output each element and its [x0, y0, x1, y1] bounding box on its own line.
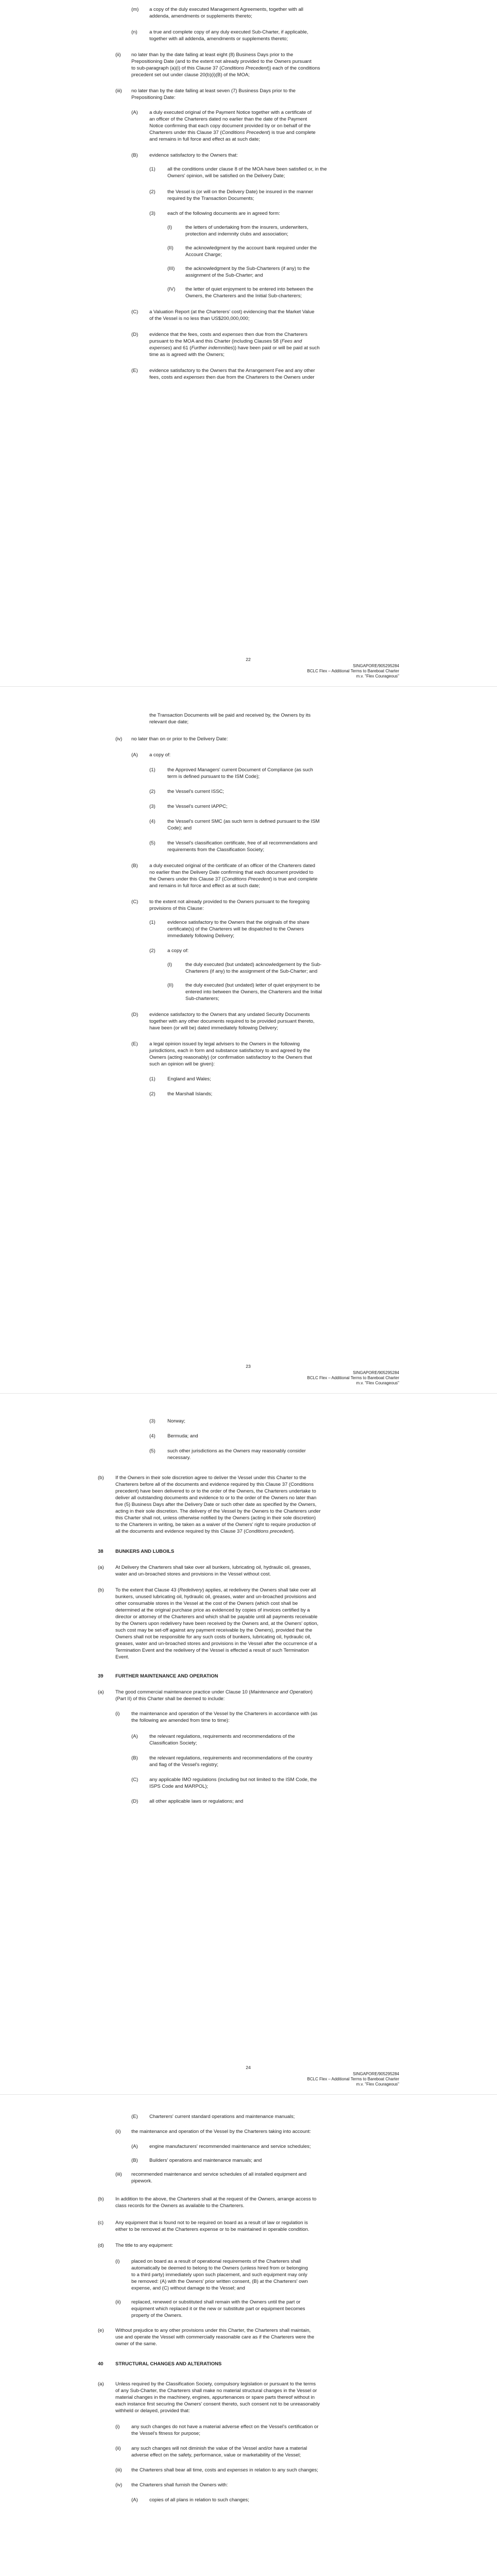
- text-line: all the documents and evidence required by this Clause 37 (Conditions precedent).: [115, 1529, 295, 1534]
- text-line: and remains in full force and effect as at such date;: [149, 883, 260, 889]
- text-line: the relevant regulations, requirements and recommendations of the country: [149, 1755, 313, 1761]
- text-line: to sub-paragraph (a)(i) of this Clause 37 (Conditions Precedent)) each of the conditions: [131, 65, 320, 71]
- item-label: (b): [98, 1587, 104, 1593]
- text-line: determined at the original purchase price as evidenced by copies of invoices certified by a: [115, 1607, 310, 1613]
- text-line: a true and complete copy of any duly executed Sub-Charter, if applicable,: [149, 29, 309, 35]
- item-label: (D): [131, 332, 139, 337]
- text-line: by the Owners upon redelivery have been received by the Owners and, at the Owners' option,: [115, 1621, 319, 1626]
- text-line: and remains in full force and effect as at such date;: [149, 137, 260, 142]
- text-line: evidence that the fees, costs and expenses then due from the Charterers: [149, 332, 307, 337]
- text-line: pipework.: [131, 2178, 152, 2184]
- text-line: the letters of undertaking from the insurers, underwriters,: [185, 225, 309, 230]
- item-label: (A): [131, 110, 138, 115]
- text-line: the letter of quiet enjoyment to be entered into between the: [185, 286, 314, 292]
- clause-heading: FURTHER MAINTENANCE AND OPERATION: [115, 1673, 218, 1679]
- text-line: automatically be deemed to belong to the Owners (unless hired from or belonging: [131, 2265, 308, 2271]
- item-label: (1): [149, 1076, 156, 1082]
- clause-heading: STRUCTURAL CHANGES AND ALTERATIONS: [115, 2361, 222, 2367]
- text-line: the Transaction Documents will be paid and received by, the Owners by its: [149, 713, 311, 718]
- text-line: Builders' operations and maintenance manuals; and: [149, 2158, 262, 2163]
- clause-number: 38: [98, 1549, 104, 1554]
- text-line: to the Charterers in writing, be taken as a waiver of the Owners' right to require production of: [115, 1522, 316, 1528]
- page-number: 22: [246, 657, 251, 662]
- text-line: the Charterers shall furnish the Owners with:: [131, 2482, 228, 2488]
- item-label: (iv): [115, 736, 123, 742]
- item-label: (2): [149, 948, 156, 954]
- text-line: the relevant regulations, requirements and recommendations of the: [149, 1734, 295, 1739]
- item-label: (E): [131, 2114, 138, 2120]
- text-line: a copy of:: [167, 948, 189, 954]
- text-line: evidence satisfactory to the Owners that any undated Security Documents: [149, 1012, 310, 1018]
- text-line: withheld or delayed, provided that:: [115, 2408, 190, 2414]
- text-line: precedent set out under clause 20(b)(i)(B) of the MOA;: [131, 72, 250, 78]
- text-line: protection and indemnity clubs and association;: [185, 231, 288, 237]
- item-label: (1): [149, 166, 156, 172]
- text-line: Owners shall not be responsible for any such costs of bunkers, lubricating oil, hydraulic oil,: [115, 1634, 312, 1640]
- text-line: all other applicable laws or regulations; and: [149, 1799, 244, 1804]
- text-line: the maintenance and operation of the Vessel by the Charterers in accordance with (as: [131, 1711, 318, 1717]
- text-line: and flag of the Vessel's registry;: [149, 1762, 218, 1768]
- text-line: a copy of:: [149, 752, 171, 758]
- text-line: England and Wales;: [167, 1076, 211, 1082]
- text-line: director or attorney of the Charterers and which shall be payable until all payments receivable: [115, 1614, 318, 1620]
- item-label: (2): [149, 1091, 156, 1097]
- item-label: (2): [149, 189, 156, 195]
- page-number: 23: [246, 1364, 251, 1369]
- text-line: Notice confirming that each copy document provided by or on behalf of the: [149, 123, 311, 129]
- text-line: (Part II) of this Charter shall be deemed to include:: [115, 1696, 225, 1702]
- item-label: (B): [131, 2158, 138, 2163]
- item-label: (b): [98, 1475, 104, 1481]
- item-label: (ii): [115, 2446, 121, 2451]
- text-line: replaced, renewed or substituted shall remain with the Owners until the part or: [131, 2299, 301, 2305]
- text-line: entered into between the Owners, the Charterers and the Initial: [185, 989, 322, 995]
- text-line: placed on board as a result of operational requirements of the Charterers shall: [131, 2259, 301, 2264]
- text-line: Owners, the Charterers and the Initial Sub-charterers;: [185, 293, 302, 299]
- text-line: ISPS Code and MARPOL);: [149, 1784, 209, 1789]
- item-label: (II): [167, 982, 174, 988]
- text-line: the Marshall Islands;: [167, 1091, 213, 1097]
- text-line: Charterers before all of the documents and evidence required by this Clause 37 (Conditions: [115, 1482, 314, 1487]
- item-label: (iv): [115, 2482, 123, 2488]
- text-line: Prepositioning Date (and to the extent not already provided to the Owners pursuant: [131, 59, 312, 64]
- text-line: The title to any equipment:: [115, 2243, 173, 2248]
- footer-line: SINGAPORE/905295284: [353, 664, 399, 668]
- text-line: Prepositioning Date:: [131, 95, 176, 100]
- text-line: recommended maintenance and service schedules of all installed equipment and: [131, 2172, 307, 2177]
- text-line: jurisdictions, each in form and substance satisfactory to and agreed by the: [149, 1048, 311, 1054]
- text-line: water and un-broached stores and provisions in the Vessel without cost.: [115, 1571, 271, 1577]
- item-label: (4): [149, 819, 156, 824]
- text-line: certificate(s) of the Charterers will be dispatched to the Owners: [167, 926, 304, 932]
- text-line: such other jurisdictions as the Owners may reasonably consider: [167, 1448, 306, 1454]
- text-line: together with any other documents required to be provided pursuant thereto,: [149, 1019, 315, 1024]
- item-label: (3): [149, 1418, 156, 1424]
- item-label: (A): [131, 1734, 138, 1739]
- text-line: each instance first securing the Owners' consent thereto, such consent not to be unreasonably: [115, 2401, 320, 2407]
- text-line: expenses) and 61 (Further indemnities)) have been paid or will be paid at such: [149, 345, 320, 351]
- item-label: (a): [98, 2381, 104, 2387]
- text-line: material changes in the machinery, engines, appurtenances or spare parts thereof without in: [115, 2395, 315, 2400]
- text-line: Norway;: [167, 1418, 185, 1424]
- text-line: the acknowledgment by the Sub-Charterers (if any) to the: [185, 266, 310, 272]
- text-line: this Charter shall not, unless otherwise notified by the Owners (acting in their sole discretion): [115, 1515, 316, 1521]
- text-line: pursuant to the MOA and this Charter (including Clauses 58 (Fees and: [149, 338, 302, 344]
- text-line: necessary.: [167, 1455, 191, 1461]
- item-label: (ii): [115, 2129, 121, 2134]
- item-label: (2): [149, 789, 156, 794]
- clause-number: 40: [98, 2361, 104, 2367]
- footer-line: m.v. "Flex Courageous": [356, 2082, 399, 2087]
- item-label: (II): [167, 245, 174, 251]
- text-line: no later than by the date falling at least seven (7) Business Days prior to the: [131, 88, 296, 94]
- footer-line: BCLC Flex – Additional Terms to Bareboat Charter: [307, 1376, 399, 1380]
- footer-line: BCLC Flex – Additional Terms to Bareboat Charter: [307, 669, 399, 673]
- item-label: (I): [167, 225, 172, 230]
- text-line: together with all addenda, amendments or supplements thereto;: [149, 36, 288, 42]
- item-label: (i): [115, 1711, 120, 1717]
- text-line: each of the following documents are in agreed form:: [167, 211, 280, 216]
- text-line: copies of all plans in relation to such changes;: [149, 2497, 249, 2503]
- text-line: either to be removed at the Charterers expense or to be maintained in operable condition.: [115, 2227, 310, 2232]
- item-label: (1): [149, 920, 156, 925]
- text-line: owner of the same.: [115, 2341, 157, 2347]
- text-line: a Valuation Report (at the Charterers' cost) evidencing that the Market Value: [149, 309, 315, 315]
- item-label: (3): [149, 804, 156, 809]
- text-line: the Charterers shall bear all time, costs and expenses in relation to any such changes;: [131, 2467, 318, 2473]
- text-line: to the extent not already provided to the Owners pursuant to the foregoing: [149, 899, 310, 905]
- text-line: a legal opinion issued by legal advisers to the Owners in the following: [149, 1041, 300, 1047]
- text-line: greases, water and un-broached stores and provisions in the Vessel after the occurrence of a: [115, 1641, 317, 1647]
- text-line: such cost may be set-off against any payment receivable by the Owners), provided that the: [115, 1628, 313, 1633]
- item-label: (a): [98, 1689, 104, 1695]
- text-line: Code); and: [167, 825, 192, 831]
- footer-line: m.v. "Flex Courageous": [356, 1381, 399, 1385]
- text-line: required by the Transaction Documents;: [167, 196, 254, 201]
- footer-line: m.v. "Flex Courageous": [356, 674, 399, 679]
- text-line: the following are amended from time to time):: [131, 1718, 230, 1723]
- text-line: relevant due date;: [149, 719, 189, 725]
- text-line: Sub-charterers;: [185, 996, 219, 1002]
- text-line: immediately following Delivery;: [167, 933, 234, 939]
- text-line: expense, and (C) without damage to the Vessel; and: [131, 2285, 245, 2291]
- text-line: engine manufacturers' recommended maintenance and service schedules;: [149, 2144, 311, 2149]
- text-line: requirements from the Classification Society;: [167, 847, 264, 853]
- text-line: The good commercial maintenance practice under Clause 10 (Maintenance and Operation): [115, 1689, 313, 1695]
- item-label: (a): [98, 1565, 104, 1570]
- item-label: (A): [131, 2497, 138, 2503]
- item-label: (1): [149, 767, 156, 773]
- text-line: any such changes do not have a material adverse effect on the Vessel's certification or: [131, 2424, 319, 2430]
- item-label: (5): [149, 840, 156, 846]
- item-label: (5): [149, 1448, 156, 1454]
- text-line: acting in their sole discretion. The delivery of the Vessel by the Owners to the Charterers under: [115, 1509, 321, 1514]
- text-line: the maintenance and operation of the Vessel by the Charterers taking into account:: [131, 2129, 311, 2134]
- text-line: Owners' opinion, will be satisfied on the Delivery Date;: [167, 173, 285, 179]
- text-line: five (5) Business Days after the Delivery Date or such other date as specified by the Owners,: [115, 1502, 317, 1507]
- footer-line: BCLC Flex – Additional Terms to Bareboat Charter: [307, 2077, 399, 2081]
- text-line: use and operate the Vessel with commercially reasonable care as if the Charterers were the: [115, 2334, 315, 2340]
- text-line: no earlier than the Delivery Date confirming that each document provided to: [149, 870, 314, 875]
- text-line: deliver all outstanding documents and evidence to or to the order of the Owners no later than: [115, 1495, 317, 1501]
- text-line: bunkers, unused lubricating oil, hydraulic oil, greases, water and un-broached provisions and: [115, 1594, 316, 1600]
- item-label: (3): [149, 211, 156, 216]
- text-line: a duly executed original of the certificate of an officer of the Charterers dated: [149, 863, 315, 869]
- clause-number: 39: [98, 1673, 104, 1679]
- text-line: provisions of this Clause:: [149, 906, 204, 911]
- text-line: to a third party) immediately upon such placement, and such equipment may only: [131, 2272, 307, 2278]
- text-line: At Delivery the Charterers shall take over all bunkers, lubricating oil, hydraulic oil, greases,: [115, 1565, 311, 1570]
- item-label: (E): [131, 368, 138, 374]
- item-label: (e): [98, 2328, 104, 2333]
- text-line: adverse effect on the safety, performance, value or marketability of the Vessel;: [131, 2452, 301, 2458]
- item-label: (B): [131, 863, 138, 869]
- item-label: (E): [131, 1041, 138, 1047]
- item-label: (m): [131, 7, 139, 12]
- text-line: Account Charge;: [185, 252, 222, 258]
- item-label: (n): [131, 29, 138, 35]
- item-label: (C): [131, 899, 139, 905]
- text-line: class records for the Owners as available to the Charterers.: [115, 2203, 245, 2209]
- text-line: Charterers (if any) to the assignment of the Sub-Charter; and: [185, 969, 318, 974]
- text-line: Without prejudice to any other provisions under this Charter, the Charterers shall maintain,: [115, 2328, 311, 2333]
- text-line: To the extent that Clause 43 (Redelivery) applies, at redelivery the Owners shall take over all: [115, 1587, 316, 1593]
- item-label: (ii): [115, 52, 121, 58]
- item-label: (I): [167, 962, 172, 968]
- text-line: the Vessel's current SMC (as such term is defined pursuant to the ISM: [167, 819, 320, 824]
- text-line: In addition to the above, the Charterers shall at the request of the Owners, arrange access to: [115, 2196, 317, 2202]
- text-line: precedent) have been delivered to or to the order of the Owners, the Charterers undertake to: [115, 1488, 316, 1494]
- footer-line: SINGAPORE/905295284: [353, 1370, 399, 1375]
- text-line: Classification Society;: [149, 1740, 197, 1746]
- text-line: the Vessel's fitness for purpose;: [131, 2431, 200, 2436]
- text-line: the Approved Managers' current Document of Compliance (as such: [167, 767, 313, 773]
- text-line: fees, costs and expenses then due from the Charterers to the Owners under: [149, 375, 315, 380]
- text-line: property of the Owners.: [131, 2313, 183, 2318]
- page-separator: [0, 686, 497, 687]
- text-line: the Owners under this Clause 37 (Conditions Precedent) is true and complete: [149, 876, 318, 882]
- item-label: (IV): [167, 286, 176, 292]
- text-line: Owners (acting reasonably) (or confirmation satisfactory to the Owners that: [149, 1055, 312, 1060]
- item-label: (4): [149, 1433, 156, 1439]
- text-line: the duly executed (but undated) letter of quiet enjoyment to be: [185, 982, 320, 988]
- item-label: (i): [115, 2259, 120, 2264]
- item-label: (B): [131, 152, 138, 158]
- item-label: (A): [131, 752, 138, 758]
- text-line: other consumable stores in the Vessel at the cost of the Owners (which cost shall be: [115, 1601, 298, 1606]
- text-line: such an opinion will be given):: [149, 1061, 215, 1067]
- item-label: (C): [131, 309, 139, 315]
- page-separator: [0, 2094, 497, 2095]
- text-line: of the Vessel is no less than US$200,000,000;: [149, 316, 250, 321]
- page-separator: [0, 1393, 497, 1394]
- text-line: the acknowledgment by the account bank required under the: [185, 245, 317, 251]
- item-label: (i): [115, 2424, 120, 2430]
- text-line: Unless required by the Classification Society, compulsory legislation or pursuant to the terms: [115, 2381, 316, 2387]
- text-line: a duly executed original of the Payment Notice together with a certificate of: [149, 110, 312, 115]
- text-line: Any equipment that is found not to be required on board as a result of law or regulation is: [115, 2220, 308, 2226]
- text-line: Termination Event and the redelivery of the Vessel is effected a result of such Termination: [115, 1648, 309, 1653]
- text-line: have been (or will be) dated immediately following Delivery;: [149, 1025, 278, 1031]
- item-label: (iii): [115, 2467, 122, 2473]
- item-label: (c): [98, 2220, 104, 2226]
- text-line: addenda, amendments or supplements thereto;: [149, 13, 252, 19]
- item-label: (b): [98, 2196, 104, 2202]
- clause-heading: BUNKERS AND LUBOILS: [115, 1549, 175, 1554]
- text-line: evidence satisfactory to the Owners that the originals of the share: [167, 920, 310, 925]
- text-line: Bermuda; and: [167, 1433, 198, 1439]
- text-line: equipment which replaced it or the new or substitute part or equipment becomes: [131, 2306, 305, 2312]
- text-line: any applicable IMO regulations (including but not limited to the ISM Code, the: [149, 1777, 317, 1783]
- item-label: (d): [98, 2243, 104, 2248]
- text-line: If the Owners in their sole discretion agree to deliver the Vessel under this Charter to the: [115, 1475, 306, 1481]
- item-label: (iii): [115, 88, 122, 94]
- item-label: (D): [131, 1012, 139, 1018]
- text-line: assignment of the Sub-Charter; and: [185, 273, 263, 278]
- text-line: an officer of the Charterers dated no earlier than the date of the Payment: [149, 116, 307, 122]
- text-line: the duly executed (but undated) acknowledgement by the Sub-: [185, 962, 322, 968]
- item-label: (B): [131, 1755, 138, 1761]
- text-line: Event.: [115, 1654, 129, 1660]
- text-line: time as is agreed with the Owners;: [149, 352, 225, 358]
- page-number: 24: [246, 2065, 251, 2070]
- text-line: no later than on or prior to the Delivery Date:: [131, 736, 228, 742]
- text-line: all the conditions under clause 8 of the MOA have been satisfied or, in the: [167, 166, 327, 172]
- footer-line: SINGAPORE/905295284: [353, 2072, 399, 2076]
- item-label: (III): [167, 266, 175, 272]
- item-label: (A): [131, 2144, 138, 2149]
- text-line: the Vessel is (or will on the Delivery Date) be insured in the manner: [167, 189, 314, 195]
- text-line: any such changes will not diminish the value of the Vessel and/or have a material: [131, 2446, 307, 2451]
- item-label: (C): [131, 1777, 139, 1783]
- text-line: the Vessel's current ISSC;: [167, 789, 225, 794]
- text-line: of any Sub-Charter, the Charterers shall make no material structural changes in the Vessel or: [115, 2388, 317, 2394]
- text-line: evidence satisfactory to the Owners that:: [149, 152, 238, 158]
- item-label: (ii): [115, 2299, 121, 2305]
- text-line: a copy of the duly executed Management Agreements, together with all: [149, 7, 303, 12]
- item-label: (iii): [115, 2172, 122, 2177]
- text-line: the Vessel's current IAPPC;: [167, 804, 228, 809]
- text-line: the Vessel's classification certificate, free of all recommendations and: [167, 840, 318, 846]
- text-line: Charterers under this Clause 37 (Conditions Precedent) is true and complete: [149, 130, 316, 135]
- text-line: evidence satisfactory to the Owners that the Arrangement Fee and any other: [149, 368, 315, 374]
- text-line: term is defined pursuant to the ISM Code);: [167, 774, 260, 779]
- item-label: (D): [131, 1799, 139, 1804]
- text-line: be removed: (A) with the Owners' prior written consent, (B) at the Charterers' own: [131, 2279, 308, 2284]
- text-line: Charterers' current standard operations and maintenance manuals;: [149, 2114, 295, 2120]
- text-line: no later than by the date falling at least eight (8) Business Days prior to the: [131, 52, 294, 58]
